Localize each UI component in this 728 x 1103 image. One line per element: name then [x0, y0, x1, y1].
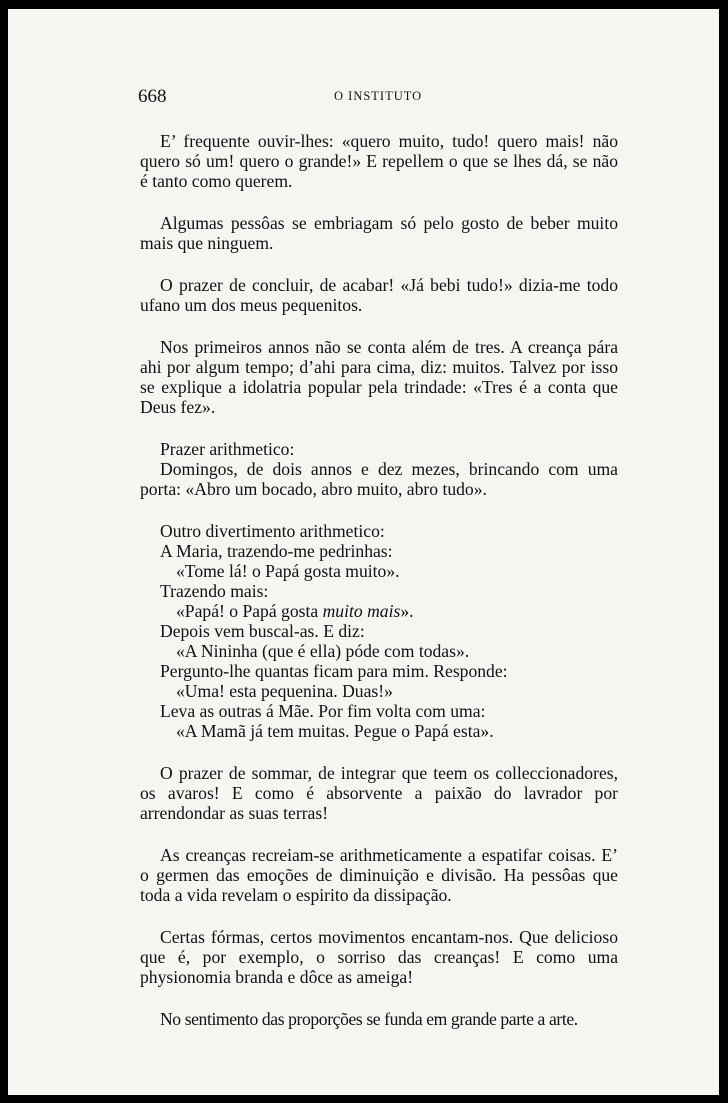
dialogue-line-5-end: ».	[400, 601, 414, 621]
dialogue-line-2: A Maria, trazendo-me pedrinhas:	[160, 541, 393, 561]
dialogue-line-6: Depois vem buscal-as. E diz:	[160, 621, 365, 641]
paragraph-5-text: Domingos, de dois annos e dez mezes, brincando com uma porta: «Abro um bocado, abro muito, abro tudo».	[140, 459, 618, 499]
paragraph-10: No sentimento das proporções se funda em grande parte a arte.	[160, 1009, 578, 1029]
dialogue-line-4: Trazendo mais:	[160, 581, 269, 601]
paragraph-2: Algumas pessôas se embriagam só pelo gosto de beber muito mais que ninguem.	[140, 213, 618, 253]
page-number: 668	[138, 86, 167, 107]
dialogue-line-11: «A Mamã já tem muitas. Pegue o Papá esta».	[176, 721, 494, 741]
paragraph-5-heading: Prazer arithmetico:	[160, 439, 295, 459]
dialogue-line-5-start: «Papá! o Papá gosta	[176, 601, 323, 621]
dialogue-line-3: «Tome lá! o Papá gosta muito».	[176, 561, 400, 581]
page-header	[138, 86, 618, 110]
paragraph-1: E’ frequente ouvir-lhes: «quero muito, tudo! quero mais! não quero só um! quero o grande!» E repellem o que se lhes dá, se não é tanto como querem.	[140, 131, 618, 191]
paragraph-6-dialogue	[140, 521, 618, 741]
paragraph-9: Certas fórmas, certos movimentos encantam-nos. Que delicioso que é, por exemplo, o sorriso das creanças! E como uma physionomia branda e dôce as ameiga!	[140, 927, 618, 987]
paragraph-3: O prazer de concluir, de acabar! «Já bebi tudo!» dizia-me todo ufano um dos meus pequenitos.	[140, 275, 618, 315]
dialogue-line-5-emphasis: muito mais	[322, 601, 401, 621]
book-page	[8, 9, 719, 1095]
paragraph-5	[140, 439, 618, 499]
paragraph-4: Nos primeiros annos não se conta além de tres. A creança pára ahi por algum tempo; d’ahi para cima, diz: muitos. Talvez por isso se explique a idolatria popular pela trindade: «Tres é a conta que Deus fez».	[140, 337, 618, 417]
paragraph-7: O prazer de sommar, de integrar que teem os colleccionadores, os avaros! E como é absorvente a paixão do lavrador por arrendondar as suas terras!	[140, 763, 618, 823]
dialogue-line-1: Outro divertimento arithmetico:	[160, 521, 385, 541]
running-title: O INSTITUTO	[334, 89, 423, 103]
dialogue-line-10: Leva as outras á Mãe. Por fim volta com uma:	[160, 701, 486, 721]
page-body	[140, 131, 618, 1029]
paragraph-8: As creanças recreiam-se arithmeticamente a espatifar coisas. E’ o germen das emoções de diminuição e divisão. Ha pessôas que toda a vida revelam o espirito da dissipação.	[140, 845, 618, 905]
dialogue-line-7: «A Nininha (que é ella) póde com todas».	[176, 641, 470, 661]
dialogue-line-8: Pergunto-lhe quantas ficam para mim. Responde:	[160, 661, 508, 681]
dialogue-line-9: «Uma! esta pequenina. Duas!»	[176, 681, 393, 701]
dialogue-line-5	[140, 601, 618, 621]
